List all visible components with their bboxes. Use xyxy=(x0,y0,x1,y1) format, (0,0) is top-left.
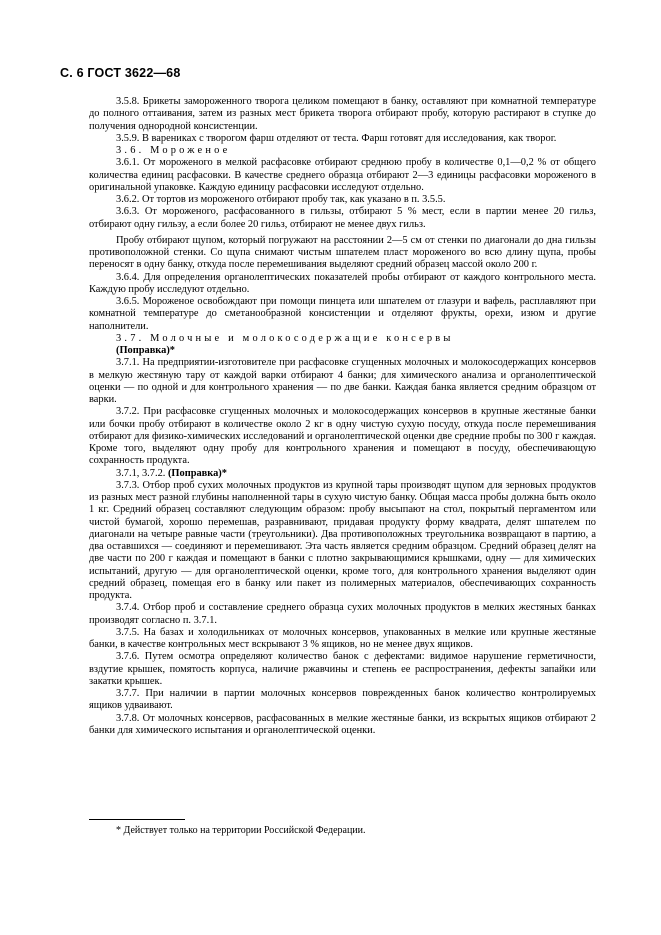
paragraph-sampling-probe: Пробу отбирают щупом, который погружают на расстоянии 2—5 см от стенки по диагонали до дна гильзы противоположной стенки. Со щупа снимают чистым шпателем пласт мороженого во всю длину щупа, пробы переносят в одну банку, откуда после перемешивания выделяют средний образец массой около 200 г. xyxy=(89,234,596,271)
amendment-note: (Поправка)* xyxy=(116,345,175,356)
amendment-ref: 3.7.1, 3.7.2. xyxy=(116,467,166,479)
paragraph-3-7-6: 3.7.6. Путем осмотра определяют количество банок с дефектами: видимое нарушение герметичности, вздутие крышек, помятость корпуса, наличие ржавчины и степень ее распространения, дефекты запайки или закатки крышек. xyxy=(89,651,596,687)
section-heading-ice-cream: 3.6. Мороженое xyxy=(116,145,231,156)
paragraph-3-6-5: 3.6.5. Мороженое освобождают при помощи пинцета или шпателем от глазури и вафель, расплавляют при комнатной температуре до сметанообразной консистенции и отделяют фрукты, орехи, изюм и другие наполнители. xyxy=(89,296,596,332)
amendment-note: (Поправка)* xyxy=(167,467,227,479)
paragraph-3-7-2: 3.7.2. При расфасовке сгущенных молочных и молокосодержащих консервов в крупные жестяные банки или бочки пробу отбирают в количестве около 2 кг в одну чистую сухую посуду, откуда после перемешивания отбирают для физико-химических исследований и органолептической оценки две средние пробы по 300 г каждая. Кроме того, выделяют одну пробу для контрольного хранения и помещают в посуду, обеспечивающую сохранность продукта. xyxy=(89,406,596,467)
paragraph-3-7-3: 3.7.3. Отбор проб сухих молочных продуктов из крупной тары производят щупом для зерновых продуктов из разных мест разной глубины наполненной тары в сухую чистую банку. Общая масса пробы должна быть около 1 кг. Средний образец составляют следующим образом: пробу высыпают на стол, покрытый пергаментом или чистой бумагой, хорошо перемешав, разравнивают, придавая продукту форму квадрата, делят шпателем по диагонали на четыре равные части (треугольники). Два противоположных треугольника возвращают в партию, а два оставшихся — соединяют и перемешивают. Эта часть является средним образцом. Средний образец делят на две части по 200 г каждая и помещают в банки с плотно закрывающимися крышками, одну — для химических испытаний, другую — для органолептической оценки, кроме того, для контрольного хранения выделяют один средний образец, помещая его в банку или пакет из полимерных материалов, обеспечивающих сохранность продукта. xyxy=(89,479,596,601)
paragraph-3-5-8: 3.5.8. Брикеты замороженного творога целиком помещают в банку, оставляют при комнатной температуре до полного оттаивания, затем из разных мест брикета творога отбирают пробу, которую растирают в ступке до получения однородной консистенции. xyxy=(89,96,596,132)
paragraph-3-7-1: 3.7.1. На предприятии-изготовителе при расфасовке сгущенных молочных и молокосодержащих консервов в мелкую жестяную тару от каждой варки отбирают 4 банки; для химического анализа и органолептической оценки — по одной и для контрольного хранения — по две банки. Каждая банка является средним образцом от варки. xyxy=(89,357,596,405)
paragraph-3-6-3: 3.6.3. От мороженого, расфасованного в гильзы, отбирают 5 % мест, если в партии менее 20 гильз, отбирают одну гильзу, а если более 20 гильз, отбирают не менее двух гильз. xyxy=(89,206,596,230)
footnote: * Действует только на территории Российской Федерации. xyxy=(116,825,366,836)
amendment-line xyxy=(89,468,596,480)
footnote-divider xyxy=(89,819,185,820)
page-header: С. 6 ГОСТ 3622—68 xyxy=(60,66,181,80)
paragraph-3-6-2: 3.6.2. От тортов из мороженого отбирают пробу так, как указано в п. 3.5.5. xyxy=(116,194,446,205)
paragraph-3-7-5: 3.7.5. На базах и холодильниках от молочных консервов, упакованных в мелкие или крупные жестяные банки, в качестве контрольных мест вскрывают 3 % ящиков, но не менее двух ящиков. xyxy=(89,626,596,650)
paragraph-3-7-7: 3.7.7. При наличии в партии молочных консервов поврежденных банок количество контролируемых ящиков удваивают. xyxy=(89,688,596,712)
paragraph-3-6-4: 3.6.4. Для определения органолептических показателей пробы отбирают от каждого контрольного места. Каждую пробу исследуют отдельно. xyxy=(89,271,596,295)
document-body xyxy=(89,96,596,737)
paragraph-3-7-8: 3.7.8. От молочных консервов, расфасованных в мелкие жестяные банки, из вскрытых ящиков отбирают 2 банки для химического испытания и органолептической оценки. xyxy=(89,712,596,736)
paragraph-3-7-4: 3.7.4. Отбор проб и составление среднего образца сухих молочных продуктов в мелких жестяных банках производят согласно п. 3.7.1. xyxy=(89,602,596,626)
section-heading-canned-milk: 3.7. Молочные и молокосодержащие консервы xyxy=(116,332,454,344)
paragraph-3-6-1: 3.6.1. От мороженого в мелкой расфасовке отбирают среднюю пробу в количестве 0,1—0,2 % от общего количества единиц расфасовки. В качестве среднего образца отбирают 2—3 единицы расфасовки мороженого в оригинальной упаковке. Каждую единицу расфасовки исследуют отдельно. xyxy=(89,157,596,193)
paragraph-3-5-9: 3.5.9. В варениках с творогом фарш отделяют от теста. Фарш готовят для исследования, как творог. xyxy=(116,132,557,144)
